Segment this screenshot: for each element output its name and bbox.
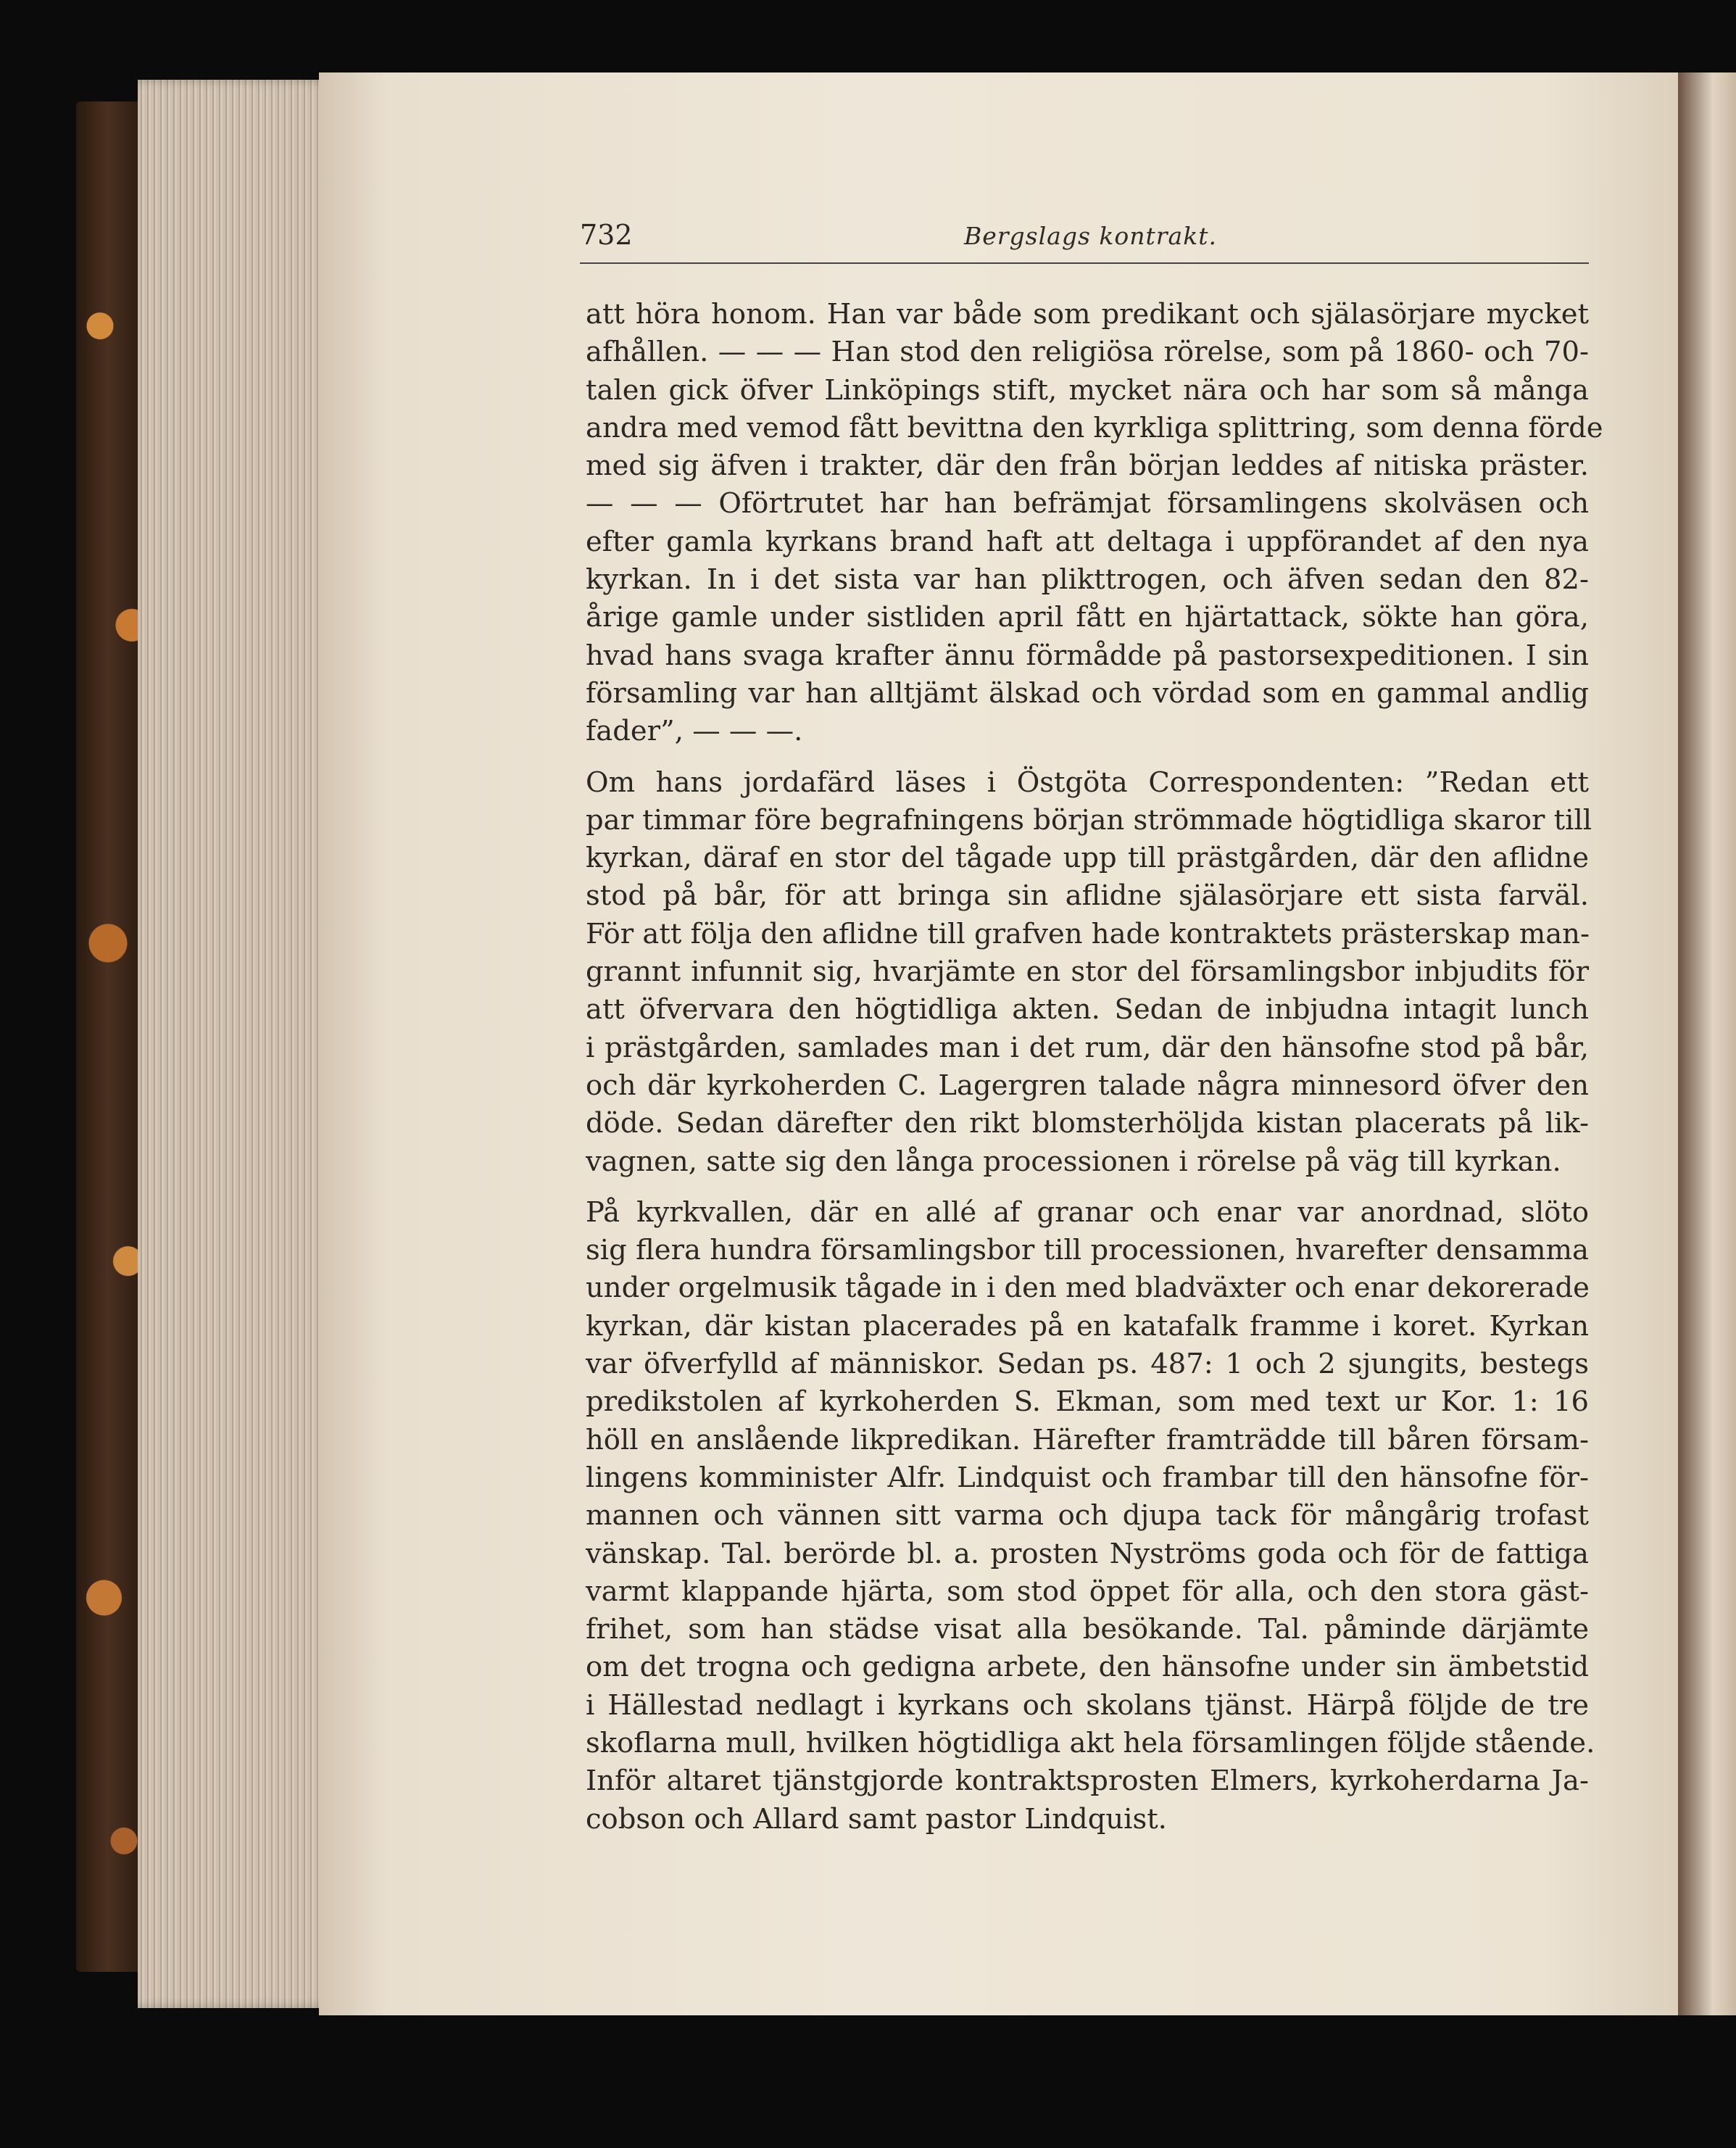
text-line: under orgelmusik tågade in i den med bladväxter och enar dekorerade [586,1272,1590,1305]
page-stack-edge [138,80,348,2008]
page-header [580,219,1587,258]
text-line: frihet, som han städse visat alla besökande. Tal. påminde därjämte [586,1613,1589,1646]
text-line: För att följa den aflidne till grafven hade kontraktets prästerskap man- [586,917,1590,950]
header-rule [580,262,1589,264]
text-line: kyrkan, däraf en stor del tågade upp till prästgården, där den aflidne [586,842,1589,875]
text-line: fader”, — — —. [586,715,803,748]
text-line: höll en anslående likpredikan. Härefter framträdde till båren försam- [586,1423,1589,1456]
book-gutter [1678,72,1736,2015]
page-number: 732 [580,219,633,251]
text-line: vagnen, satte sig den långa processionen i rörelse på väg till kyrkan. [586,1145,1561,1178]
text-line: vänskap. Tal. berörde bl. a. prosten Nyströms goda och för de fattiga [586,1537,1589,1570]
text-line: var öfverfylld af människor. Sedan ps. 487: 1 och 2 sjungits, bestegs [586,1348,1589,1381]
paragraph-gap [586,751,1589,764]
text-line: om det trogna och gedigna arbete, den hänsofne under sin ämbetstid [586,1651,1589,1684]
text-line: med sig äfven i trakter, där den från början leddes af nitiska präster. [586,449,1589,483]
paragraph-gap [586,1181,1589,1194]
text-line: i Hällestad nedlagt i kyrkans och skolans tjänst. Härpå följde de tre [586,1688,1589,1722]
text-line: afhållen. — — — Han stod den religiösa rörelse, som på 1860- och 70- [586,336,1589,369]
running-title: Bergslags kontrakt. [964,222,1217,250]
paragraph [586,296,1603,751]
text-line: stod på bår, för att bringa sin aflidne själasörjare ett sista farväl. [586,879,1589,913]
text-line: kyrkan. In i det sista var han plikttrogen, och äfven sedan den 82- [586,563,1589,597]
text-line: årige gamle under sistliden april fått en hjärtattack, sökte han göra, [586,601,1589,634]
text-line: På kyrkvallen, där en allé af granar och enar var anordnad, slöto [586,1195,1589,1229]
text-line: att öfvervara den högtidliga akten. Sedan de inbjudna intagit lunch [586,993,1589,1027]
text-line: i prästgården, samlades man i det rum, där den hänsofne stod på bår, [586,1031,1589,1064]
text-line: Om hans jordafärd läses i Östgöta Correspondenten: ”Redan ett [586,766,1589,799]
text-line: par timmar före begrafningens början strömmade högtidliga skaror till [586,803,1592,837]
text-line: varmt klappande hjärta, som stod öppet för alla, och den stora gäst- [586,1575,1589,1608]
body-text [586,296,1603,1838]
text-line: hvad hans svaga krafter ännu förmådde på pastorsexpeditionen. I sin [586,639,1589,672]
text-line: döde. Sedan därefter den rikt blomsterhöljda kistan placerats på lik- [586,1107,1589,1140]
paragraph [586,1194,1595,1838]
text-line: grannt infunnit sig, hvarjämte en stor del församlingsbor inbjudits för [586,955,1589,989]
text-line: lingens komminister Alfr. Lindquist och frambar till den hänsofne för- [586,1461,1589,1494]
text-line: predikstolen af kyrkoherden S. Ekman, som med text ur Kor. 1: 16 [586,1385,1589,1419]
text-line: skoflarna mull, hvilken högtidliga akt hela församlingen följde stående. [586,1726,1595,1759]
text-line: Inför altaret tjänstgjorde kontraktsprosten Elmers, kyrkoherdarna Ja- [586,1765,1589,1798]
text-line: andra med vemod fått bevittna den kyrkliga splittring, som denna förde [586,411,1603,444]
text-line: efter gamla kyrkans brand haft att deltaga i uppförandet af den nya [586,525,1589,558]
text-line: kyrkan, där kistan placerades på en katafalk framme i koret. Kyrkan [586,1309,1589,1343]
text-line: församling var han alltjämt älskad och vördad som en gammal andlig [586,676,1589,710]
text-line: att höra honom. Han var både som predikant och själasörjare mycket [586,298,1589,331]
text-line: sig flera hundra församlingsbor till processionen, hvarefter densamma [586,1234,1589,1267]
paragraph [586,764,1592,1181]
text-line: mannen och vännen sitt varma och djupa tack för mångårig trofast [586,1499,1589,1533]
text-line: talen gick öfver Linköpings stift, mycket nära och har som så många [586,373,1589,407]
text-line: och där kyrkoherden C. Lagergren talade några minnesord öfver den [586,1069,1589,1102]
text-line: — — — Oförtrutet har han befrämjat församlingens skolväsen och [586,487,1589,521]
text-line: cobson och Allard samt pastor Lindquist. [586,1802,1167,1836]
